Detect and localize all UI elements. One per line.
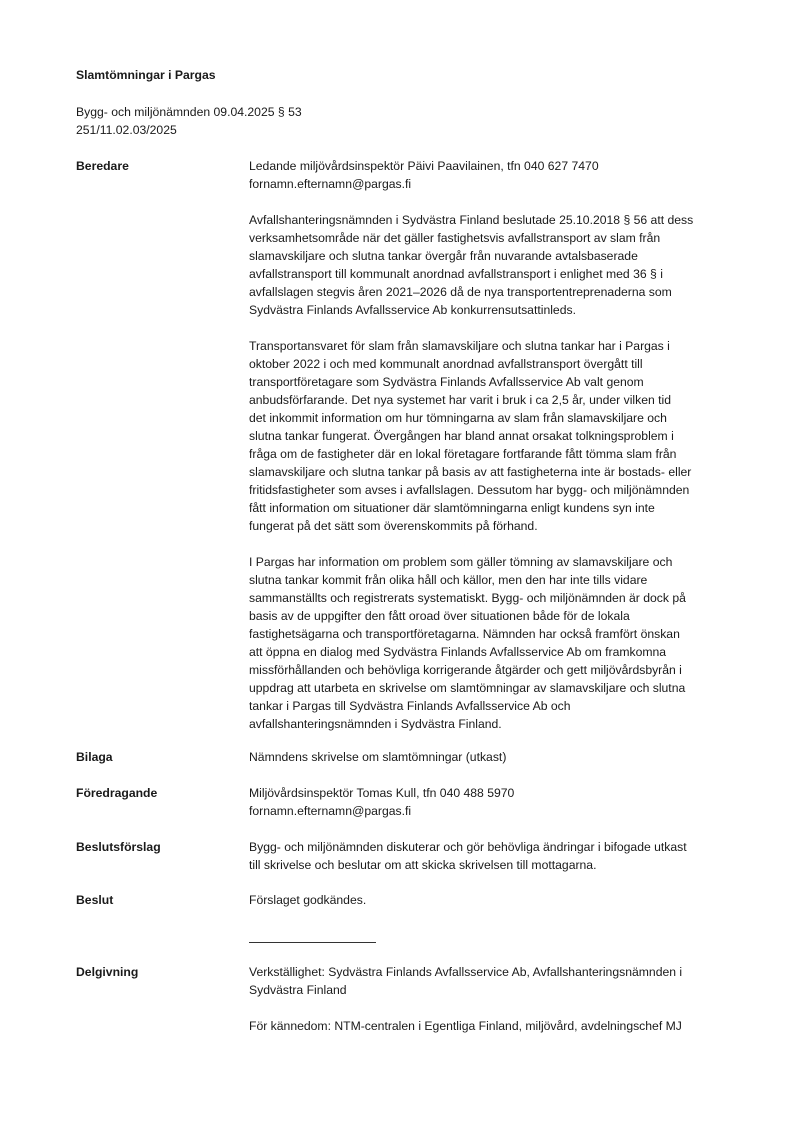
text-line: basis av de uppgifter den fått oroad över situationen både för de lokala xyxy=(249,609,630,623)
contact-line: Ledande miljövårdsinspektör Päivi Paavilainen, tfn 040 627 7470 xyxy=(249,159,599,173)
beslutsforslag-content xyxy=(249,838,749,874)
email-line: fornamn.efternamn@pargas.fi xyxy=(249,804,412,818)
text-line: till skrivelse och beslutar om att skicka skrivelsen till mottagarna. xyxy=(249,858,597,872)
paragraph xyxy=(249,337,749,535)
text-line: Bygg- och miljönämnden diskuterar och gör behövliga ändringar i bifogade utkast xyxy=(249,840,687,854)
text-line: Sydvästra Finland xyxy=(249,983,347,997)
paragraph xyxy=(249,211,749,319)
bilaga-content xyxy=(249,748,749,766)
label-beslutsforslag: Beslutsförslag xyxy=(76,840,161,854)
paragraph xyxy=(249,963,749,999)
label-beredare: Beredare xyxy=(76,159,129,173)
text-line: avfallstransport till kommunalt anordnad avfallstransport i enlighet med 36 § i xyxy=(249,267,663,281)
text-line: avfallslagen stegvis åren 2021–2026 då de nya transportentreprenaderna som xyxy=(249,285,672,299)
label-beslut: Beslut xyxy=(76,893,114,907)
label-foredragande: Föredragande xyxy=(76,786,158,800)
attachment-title: Nämndens skrivelse om slamtömningar (utkast) xyxy=(249,750,507,764)
text-line: slutna tankar fungerat. Övergången har bland annat orsakat tolkningsproblem i xyxy=(249,429,674,443)
text-line: fråga om de fastigheter där en lokal företagare fortfarande fått tömma slam från xyxy=(249,447,677,461)
beredare-content xyxy=(249,157,749,733)
text-line: verksamhetsområde när det gäller fastighetsvis avfallstransport av slam från xyxy=(249,231,661,245)
beslut-content xyxy=(249,891,749,909)
text-line: För kännedom: NTM-centralen i Egentliga Finland, miljövård, avdelningschef MJ xyxy=(249,1019,682,1033)
document-title: Slamtömningar i Pargas xyxy=(76,68,216,82)
text-line: slutna tankar kommit från olika håll och källor, men den har inte tills vidare xyxy=(249,573,648,587)
diary-number: 251/11.02.03/2025 xyxy=(76,123,177,137)
contact-line: Miljövårdsinspektör Tomas Kull, tfn 040 488 5970 xyxy=(249,786,515,800)
text-line: fastighetsägarna och transportföretagarna. Nämnden har också framfört önskan xyxy=(249,627,680,641)
text-line: tankar i Pargas till Sydvästra Finlands Avfallsservice Ab och xyxy=(249,699,571,713)
text-line: fått information om situationer där slamtömningarna enligt kundens syn inte xyxy=(249,501,655,515)
text-line: Verkställighet: Sydvästra Finlands Avfallsservice Ab, Avfallshanteringsnämnden i xyxy=(249,965,683,979)
text-line: Sydvästra Finlands Avfallsservice Ab konkurrensutsattinleds. xyxy=(249,303,576,317)
text-line: missförhållanden och behövliga korrigerande åtgärder och gett miljövårdsbyrån i xyxy=(249,663,682,677)
text-line: fritidsfastigheter som avses i avfallslagen. Dessutom har bygg- och miljönämnden xyxy=(249,483,690,497)
text-line: Transportansvaret för slam från slamavskiljare och slutna tankar har i Pargas i xyxy=(249,339,670,353)
delgivning-content xyxy=(249,963,749,1035)
foredragande-content xyxy=(249,784,749,820)
text-line: fungerat på det sätt som överenskommits på förhand. xyxy=(249,519,538,533)
decision-text: Förslaget godkändes. xyxy=(249,893,367,907)
text-line: transportföretagare som Sydvästra Finlands Avfallsservice Ab valt genom xyxy=(249,375,644,389)
label-delgivning: Delgivning xyxy=(76,965,139,979)
divider-line xyxy=(249,942,376,943)
beredare-contact xyxy=(249,157,749,193)
paragraph xyxy=(249,553,749,733)
text-line: Avfallshanteringsnämnden i Sydvästra Finland beslutade 25.10.2018 § 56 att dess xyxy=(249,213,694,227)
text-line: anbudsförfarande. Det nya systemet har varit i bruk i ca 2,5 år, under vilken tid xyxy=(249,393,672,407)
email-line: fornamn.efternamn@pargas.fi xyxy=(249,177,412,191)
text-line: uppdrag att utarbeta en skrivelse om slamtömningar av slamavskiljare och slutna xyxy=(249,681,686,695)
text-line: slamavskiljare och slutna tankar övergår från nuvarande avtalsbaserade xyxy=(249,249,638,263)
text-line: sammanställts och registrerats systematiskt. Bygg- och miljönämnden är dock på xyxy=(249,591,686,605)
text-line: det inkommit information om hur tömningarna av slam från slamavskiljare och xyxy=(249,411,667,425)
text-line: oktober 2022 i och med kommunalt anordnad avfallstransport övergått till xyxy=(249,357,643,371)
text-line: I Pargas har information om problem som gäller tömning av slamavskiljare och xyxy=(249,555,673,569)
paragraph xyxy=(249,1017,749,1035)
text-line: avfallshanteringsnämnden i Sydvästra Finland. xyxy=(249,717,502,731)
label-bilaga: Bilaga xyxy=(76,750,113,764)
meeting-reference: Bygg- och miljönämnden 09.04.2025 § 53 xyxy=(76,105,302,119)
meeting-meta xyxy=(76,103,302,139)
text-line: att öppna en dialog med Sydvästra Finlands Avfallsservice Ab om framkomna xyxy=(249,645,667,659)
text-line: slamavskiljare och slutna tankar på basis av att fastigheterna inte är bostads- eller xyxy=(249,465,692,479)
